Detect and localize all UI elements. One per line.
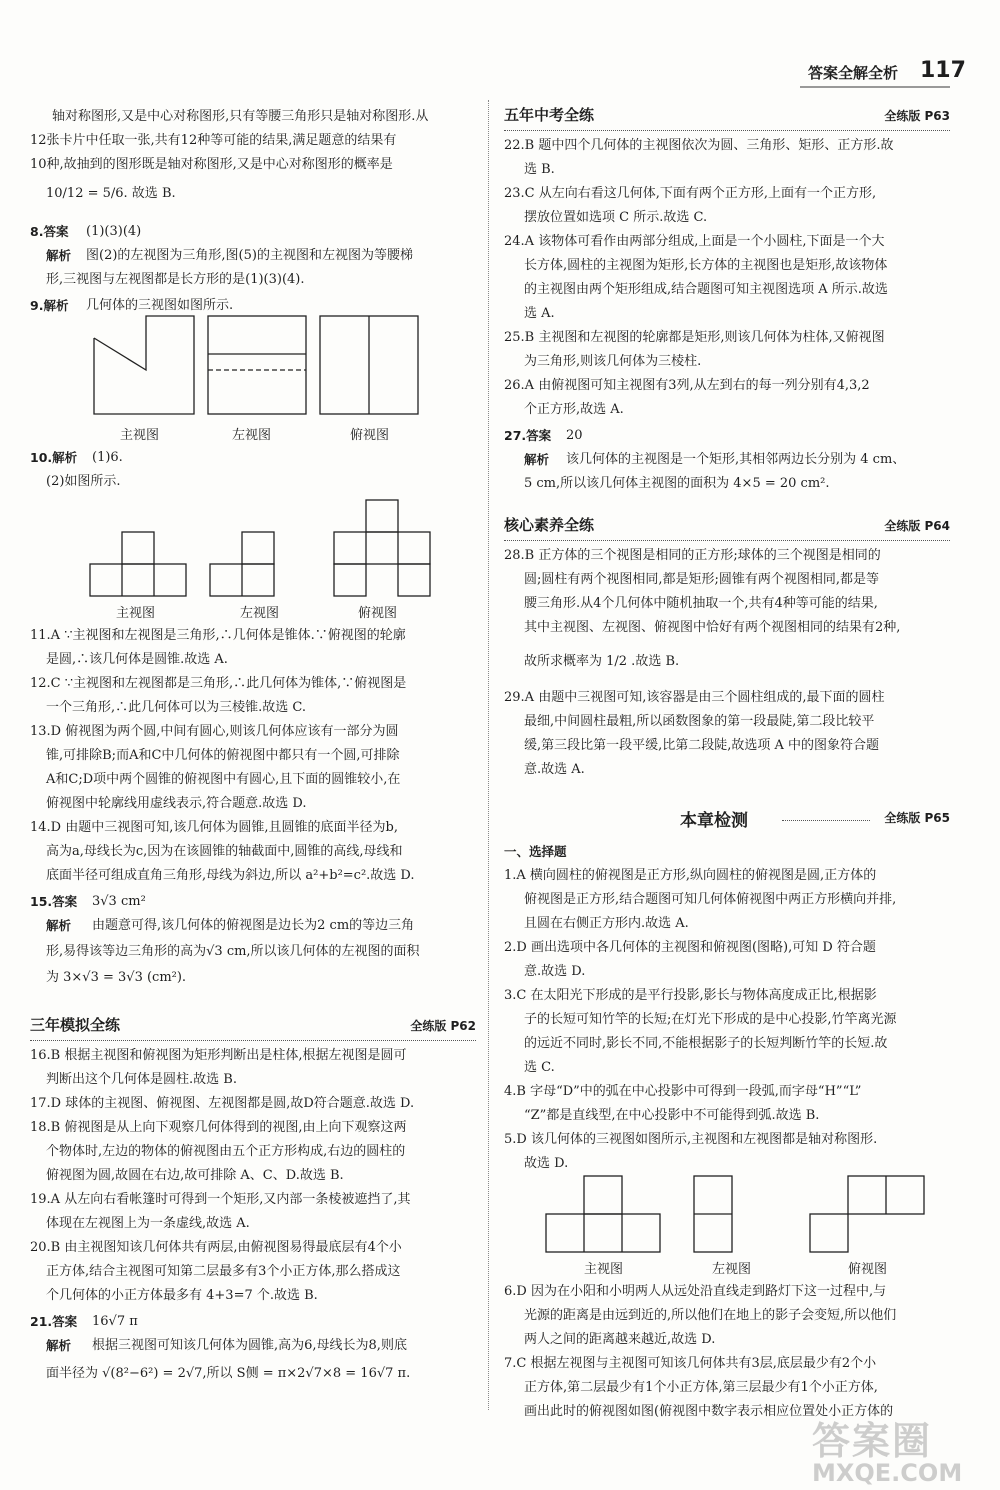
text-line: 且圆在右侧正方形内.故选 A. bbox=[524, 916, 689, 931]
page-header bbox=[800, 86, 950, 88]
q21-answer: 16√7 π bbox=[92, 1314, 138, 1329]
subsection-title: 一、选择题 bbox=[504, 844, 567, 859]
text-line: 10/12 = 5/6. 故选 B. bbox=[46, 186, 176, 201]
section-five-year-exam bbox=[504, 104, 950, 131]
text-line: 19.A 从左向右看帐篷时可得到一个矩形,又内部一条棱被遮挡了,其 bbox=[30, 1192, 411, 1207]
section-three-year-mock bbox=[30, 1014, 476, 1041]
text-line: 子的长短可知竹竿的长短;在灯光下形成的是中心投影,竹竿离光源 bbox=[524, 1012, 897, 1027]
text-line: 4.B 字母“D”中的弧在中心投影中可得到一段弧,而字母“H”“L” bbox=[504, 1084, 862, 1099]
text-line: 根据三视图可知该几何体为圆锥,高为6,母线长为8,则底 bbox=[92, 1338, 407, 1353]
column-divider bbox=[488, 100, 489, 1410]
q15-answer: 3√3 cm² bbox=[92, 894, 146, 909]
q5-three-views-figure bbox=[544, 1174, 944, 1254]
text-line: 3.C 在太阳光下形成的是平行投影,影长与物体高度成正比,根据影 bbox=[504, 988, 877, 1003]
text-line: 10种,故抽到的图形既是轴对称图形,又是中心对称图形的概率是 bbox=[30, 157, 393, 172]
text-line: 意.故选 D. bbox=[524, 964, 586, 979]
text-line: 24.A 该物体可看作由两部分组成,上面是一个小圆柱,下面是一个大 bbox=[504, 234, 885, 249]
text-line: 17.D 球体的主视图、俯视图、左视图都是圆,故D符合题意.故选 D. bbox=[30, 1096, 415, 1111]
text-line: 圆;圆柱有两个视图相同,都是矩形;圆锥有两个视图相同,都是等 bbox=[524, 572, 880, 587]
watermark-line2: MXQE.COM bbox=[812, 1459, 963, 1487]
section-title: 三年模拟全练 bbox=[30, 1016, 121, 1034]
caption-left-view: 左视图 bbox=[240, 606, 280, 621]
text-line: 光源的距离是由远到近的,所以他们在地上的影子会变短,所以他们 bbox=[524, 1308, 897, 1323]
q9-label: 9.解析 bbox=[30, 298, 69, 313]
text-line: 体现在左视图上为一条虚线,故选 A. bbox=[46, 1216, 250, 1231]
text-line: 图(2)的左视图为三角形,图(5)的主视图和左视图为等腰梯 bbox=[86, 248, 413, 263]
text-line: 5.D 该几何体的三视图如图所示,主视图和左视图都是轴对称图形. bbox=[504, 1132, 878, 1147]
page-number: 117 bbox=[920, 58, 966, 83]
text-line: 23.C 从左向右看这几何体,下面有两个正方形,上面有一个正方形, bbox=[504, 186, 877, 201]
text-line: 选 C. bbox=[524, 1060, 555, 1075]
text-line: 个几何体的小正方体最多有 4+3=7 个.故选 B. bbox=[46, 1288, 318, 1303]
text-line: 25.B 主视图和左视图的轮廓都是矩形,则该几何体为柱体,又俯视图 bbox=[504, 330, 885, 345]
caption-front-view: 主视图 bbox=[116, 606, 156, 621]
section-ref: 全练版 P65 bbox=[884, 811, 950, 825]
text-line: 一个三角形,∴此几何体可以为三棱锥.故选 C. bbox=[46, 700, 307, 715]
text-line: 故所求概率为 1/2 .故选 B. bbox=[524, 654, 680, 669]
section-ref: 全练版 P64 bbox=[884, 519, 950, 533]
text-line: 为三角形,则该几何体为三棱柱. bbox=[524, 354, 702, 369]
text-line: 为 3×√3 = 3√3 (cm²). bbox=[46, 970, 187, 985]
text-line: 轴对称图形,又是中心对称图形,只有等腰三角形只是轴对称图形.从 bbox=[52, 109, 429, 124]
q27-answer: 20 bbox=[566, 428, 583, 443]
text-line: 意.故选 A. bbox=[524, 762, 585, 777]
section-title: 核心素养全练 bbox=[504, 516, 595, 534]
text-line: 腰三角形.从4个几何体中随机抽取一个,共有4种等可能的结果, bbox=[524, 596, 878, 611]
text-line: 锥,可排除B;而A和C中几何体的俯视图中都只有一个圆,可排除 bbox=[46, 748, 400, 763]
text-line: 13.D 俯视图为两个圆,中间有圆心,则该几何体应该有一部分为圆 bbox=[30, 724, 399, 739]
text-line: 故选 D. bbox=[524, 1156, 569, 1171]
text-line: 两人之间的距离越来越近,故选 D. bbox=[524, 1332, 716, 1347]
caption-left-view: 左视图 bbox=[712, 1262, 752, 1277]
text-line: 6.D 因为在小阳和小明两人从远处沿直线走到路灯下这一过程中,与 bbox=[504, 1284, 887, 1299]
text-line: 面半径为 √(8²−6²) = 2√7,所以 S侧 = π×2√7×8 = 16√7 π. bbox=[46, 1366, 411, 1381]
text-line: 该几何体的主视图是一个矩形,其相邻两边长分别为 4 cm、 bbox=[566, 452, 906, 467]
text-line: 缓,第三段比第一段平缓,比第二段陡,故选项 A 中的图象符合题 bbox=[524, 738, 880, 753]
q8-label: 8.答案 bbox=[30, 224, 69, 239]
q15-jx: 解析 bbox=[46, 918, 72, 933]
text-line: 16.B 根据主视图和俯视图为矩形判断出是柱体,根据左视图是圆可 bbox=[30, 1048, 407, 1063]
section-ref: 全练版 P63 bbox=[884, 109, 950, 123]
text-line: A和C;D项中两个圆锥的俯视图中有圆心,且下面的圆锥较小,在 bbox=[46, 772, 401, 787]
text-line: “Z”都是直线型,在中心投影中不可能得到弧.故选 B. bbox=[524, 1108, 820, 1123]
text-line: 18.B 俯视图是从上向下观察几何体得到的视图,由上向下观察这两 bbox=[30, 1120, 407, 1135]
text-line: 画出此时的俯视图如图(俯视图中数字表示相应位置处小正方体的 bbox=[524, 1404, 894, 1419]
leader-dots bbox=[782, 820, 870, 821]
text-line: 个物体时,左边的物体的俯视图由五个正方形构成,右边的圆柱的 bbox=[46, 1144, 406, 1159]
text-line: 长方体,圆柱的主视图为矩形,长方体的主视图也是矩形,故该物体 bbox=[524, 258, 888, 273]
text-line: 2.D 画出选项中各几何体的主视图和俯视图(图略),可知 D 符合题 bbox=[504, 940, 876, 955]
text-line: 俯视图中轮廓线用虚线表示,符合题意.故选 D. bbox=[46, 796, 307, 811]
text-line: 28.B 正方体的三个视图是相同的正方形;球体的三个视图是相同的 bbox=[504, 548, 881, 563]
q10-three-views-figure bbox=[86, 496, 446, 598]
q10-line1: (1)6. bbox=[92, 450, 123, 465]
text-line: 26.A 由俯视图可知主视图有3列,从左到右的每一列分别有4,3,2 bbox=[504, 378, 870, 393]
section-title: 本章检测 bbox=[680, 811, 748, 831]
text-line: 底面半径可组成直角三角形,母线为斜边,所以 a²+b²=c².故选 D. bbox=[46, 868, 415, 883]
text-line: 29.A 由题中三视图可知,该容器是由三个圆柱组成的,最下面的圆柱 bbox=[504, 690, 885, 705]
text-line: 摆放位置如选项 C 所示.故选 C. bbox=[524, 210, 708, 225]
text-line: 判断出这个几何体是圆柱.故选 B. bbox=[46, 1072, 237, 1087]
text-line: 选 A. bbox=[524, 306, 555, 321]
q8-answer: (1)(3)(4) bbox=[86, 224, 142, 239]
text-line: 形,易得该等边三角形的高为√3 cm,所以该几何体的左视图的面积 bbox=[46, 944, 420, 959]
text-line: 7.C 根据左视图与主视图可知该几何体共有3层,底层最少有2个小 bbox=[504, 1356, 877, 1371]
caption-top-view: 俯视图 bbox=[350, 428, 390, 443]
q10-label: 10.解析 bbox=[30, 450, 78, 465]
text-line: 正方体,第二层最少有1个小正方体,第三层最少有1个小正方体, bbox=[524, 1380, 878, 1395]
text-line: 22.B 题中四个几何体的主视图依次为圆、三角形、矩形、正方形.故 bbox=[504, 138, 894, 153]
caption-top-view: 俯视图 bbox=[358, 606, 398, 621]
text-line: 14.D 由题中三视图可知,该几何体为圆锥,且圆锥的底面半径为b, bbox=[30, 820, 398, 835]
text-line: 其中主视图、左视图、俯视图中恰好有两个视图相同的结果有2种, bbox=[524, 620, 901, 635]
section-title: 五年中考全练 bbox=[504, 106, 595, 124]
text-line: 高为a,母线长为c,因为在该圆锥的轴截面中,圆锥的高线,母线和 bbox=[46, 844, 403, 859]
caption-top-view: 俯视图 bbox=[848, 1262, 888, 1277]
text-line: 最细,中间圆柱最粗,所以函数图象的第一段最陡,第二段比较平 bbox=[524, 714, 875, 729]
text-line: 正方体,结合主视图可知第二层最多有3个小正方体,那么搭成这 bbox=[46, 1264, 401, 1279]
section-core-literacy bbox=[504, 514, 950, 541]
caption-front-view: 主视图 bbox=[120, 428, 160, 443]
text-line: 俯视图为圆,故圆在右边,故可排除 A、C、D.故选 B. bbox=[46, 1168, 344, 1183]
section-chapter-test bbox=[504, 806, 950, 832]
watermark-line1: 答案圈 bbox=[812, 1419, 933, 1463]
text-line: 5 cm,所以该几何体主视图的面积为 4×5 = 20 cm². bbox=[524, 476, 830, 491]
q8-jx: 解析 bbox=[46, 248, 72, 263]
text-line: 12张卡片中任取一张,共有12种等可能的结果,满足题意的结果有 bbox=[30, 133, 397, 148]
text-line: 的主视图由两个矩形组成,结合题图可知主视图选项 A 所示.故选 bbox=[524, 282, 888, 297]
text-line: 1.A 横向圆柱的俯视图是正方形,纵向圆柱的俯视图是圆,正方体的 bbox=[504, 868, 877, 883]
q15-label: 15.答案 bbox=[30, 894, 78, 909]
text-line: 由题意可得,该几何体的俯视图是边长为2 cm的等边三角 bbox=[92, 918, 415, 933]
q9-text: 几何体的三视图如图所示. bbox=[86, 298, 234, 313]
text-line: 选 B. bbox=[524, 162, 555, 177]
text-line: 12.C ∵主视图和左视图都是三角形,∴此几何体为锥体,∵俯视图是 bbox=[30, 676, 407, 691]
text-line: 形,三视图与左视图都是长方形的是(1)(3)(4). bbox=[46, 272, 305, 287]
q9-three-views-figure bbox=[90, 314, 430, 418]
section-ref: 全练版 P62 bbox=[410, 1019, 476, 1033]
header-title: 答案全解全析 bbox=[808, 64, 899, 82]
q27-jx: 解析 bbox=[524, 452, 550, 467]
text-line: 20.B 由主视图知该几何体共有两层,由俯视图易得最底层有4个小 bbox=[30, 1240, 402, 1255]
text-line: 个正方形,故选 A. bbox=[524, 402, 624, 417]
text-line: 是圆,∴该几何体是圆锥.故选 A. bbox=[46, 652, 228, 667]
watermark-logo bbox=[812, 1410, 992, 1486]
text-line: 11.A ∵主视图和左视图是三角形,∴几何体是锥体.∵俯视图的轮廓 bbox=[30, 628, 406, 643]
q27-label: 27.答案 bbox=[504, 428, 552, 443]
text-line: 的远近不同时,影长不同,不能根据影子的长短判断竹竿的长短.故 bbox=[524, 1036, 888, 1051]
q21-label: 21.答案 bbox=[30, 1314, 78, 1329]
caption-front-view: 主视图 bbox=[584, 1262, 624, 1277]
text-line: 俯视图是正方形,结合题图可知几何体俯视图中两正方形横向并排, bbox=[524, 892, 897, 907]
q21-jx: 解析 bbox=[46, 1338, 72, 1353]
q10-line2: (2)如图所示. bbox=[46, 474, 121, 489]
caption-left-view: 左视图 bbox=[232, 428, 272, 443]
